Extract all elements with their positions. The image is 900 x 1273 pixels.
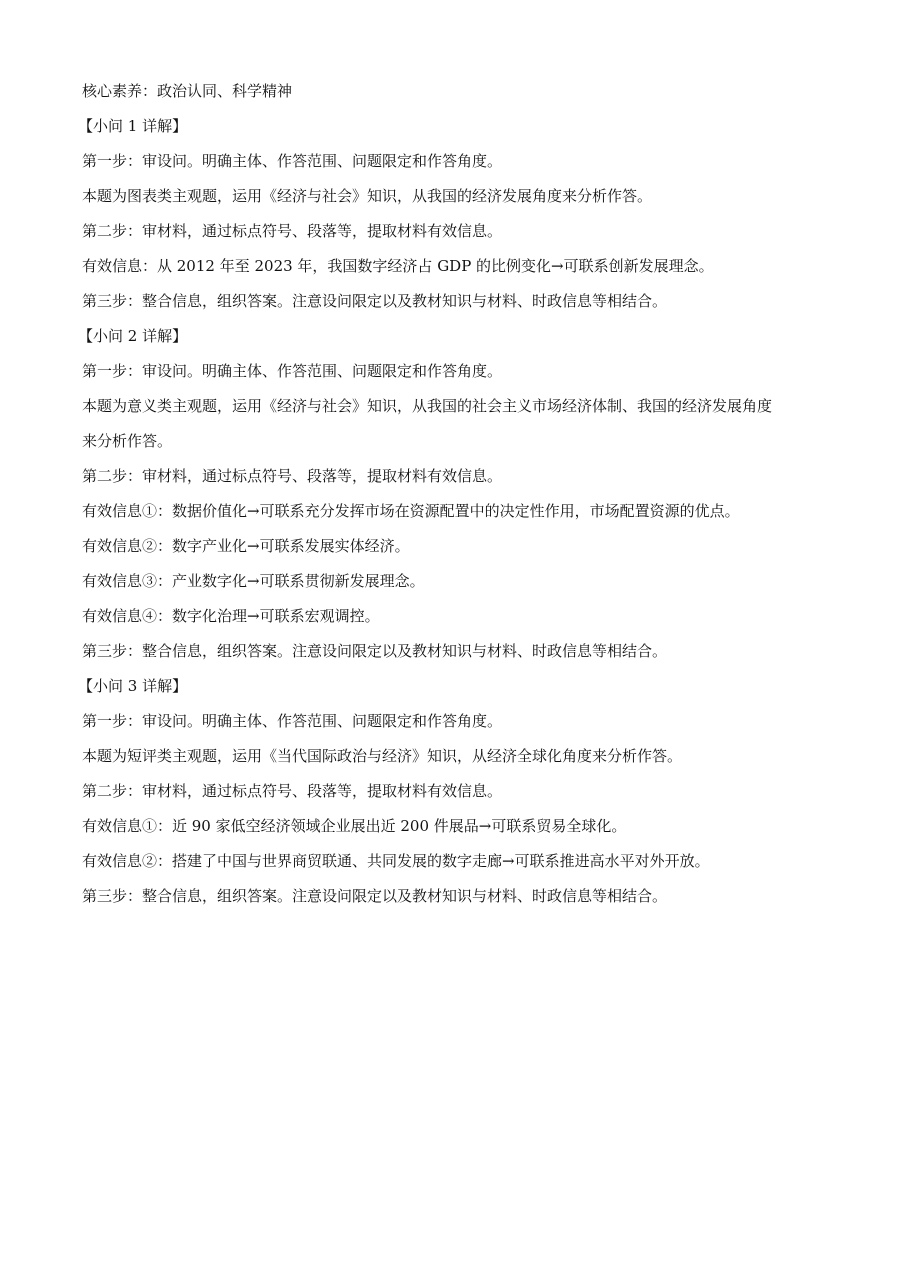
q3-effective-info-2: 有效信息②：搭建了中国与世界商贸联通、共同发展的数字走廊→可联系推进高水平对外开放。 <box>82 852 710 870</box>
q2-description-line1: 本题为意义类主观题，运用《经济与社会》知识，从我国的社会主义市场经济体制、我国的经济发展角度 <box>82 397 773 415</box>
q3-step2: 第二步：审材料，通过标点符号、段落等，提取材料有效信息。 <box>82 782 503 800</box>
q2-step3: 第三步：整合信息，组织答案。注意设问限定以及教材知识与材料、时政信息等相结合。 <box>82 642 668 660</box>
q2-description-line2: 来分析作答。 <box>82 432 173 450</box>
q3-description: 本题为短评类主观题，运用《当代国际政治与经济》知识，从经济全球化角度来分析作答。 <box>82 747 683 765</box>
core-literacy: 核心素养：政治认同、科学精神 <box>82 82 293 100</box>
q2-heading: 【小问 2 详解】 <box>78 327 188 345</box>
q2-effective-info-3: 有效信息③：产业数字化→可联系贯彻新发展理念。 <box>82 572 425 590</box>
q2-effective-info-4: 有效信息④：数字化治理→可联系宏观调控。 <box>82 607 380 625</box>
q1-step2: 第二步：审材料，通过标点符号、段落等，提取材料有效信息。 <box>82 222 503 240</box>
q2-effective-info-1: 有效信息①：数据价值化→可联系充分发挥市场在资源配置中的决定性作用，市场配置资源的优点。 <box>82 502 740 520</box>
q3-step3: 第三步：整合信息，组织答案。注意设问限定以及教材知识与材料、时政信息等相结合。 <box>82 887 668 905</box>
document-page <box>78 74 822 914</box>
q2-step2: 第二步：审材料，通过标点符号、段落等，提取材料有效信息。 <box>82 467 503 485</box>
q3-step1: 第一步：审设问。明确主体、作答范围、问题限定和作答角度。 <box>82 712 503 730</box>
q3-effective-info-1: 有效信息①：近 90 家低空经济领域企业展出近 200 件展品→可联系贸易全球化。 <box>82 817 627 835</box>
q1-step1: 第一步：审设问。明确主体、作答范围、问题限定和作答角度。 <box>82 152 503 170</box>
q3-heading: 【小问 3 详解】 <box>78 677 188 695</box>
q2-step1: 第一步：审设问。明确主体、作答范围、问题限定和作答角度。 <box>82 362 503 380</box>
q1-step3: 第三步：整合信息，组织答案。注意设问限定以及教材知识与材料、时政信息等相结合。 <box>82 292 668 310</box>
q1-effective-info: 有效信息：从 2012 年至 2023 年，我国数字经济占 GDP 的比例变化→可联系创新发展理念。 <box>82 257 714 275</box>
q2-effective-info-2: 有效信息②：数字产业化→可联系发展实体经济。 <box>82 537 410 555</box>
q1-description: 本题为图表类主观题，运用《经济与社会》知识，从我国的经济发展角度来分析作答。 <box>82 187 653 205</box>
q1-heading: 【小问 1 详解】 <box>78 117 188 135</box>
